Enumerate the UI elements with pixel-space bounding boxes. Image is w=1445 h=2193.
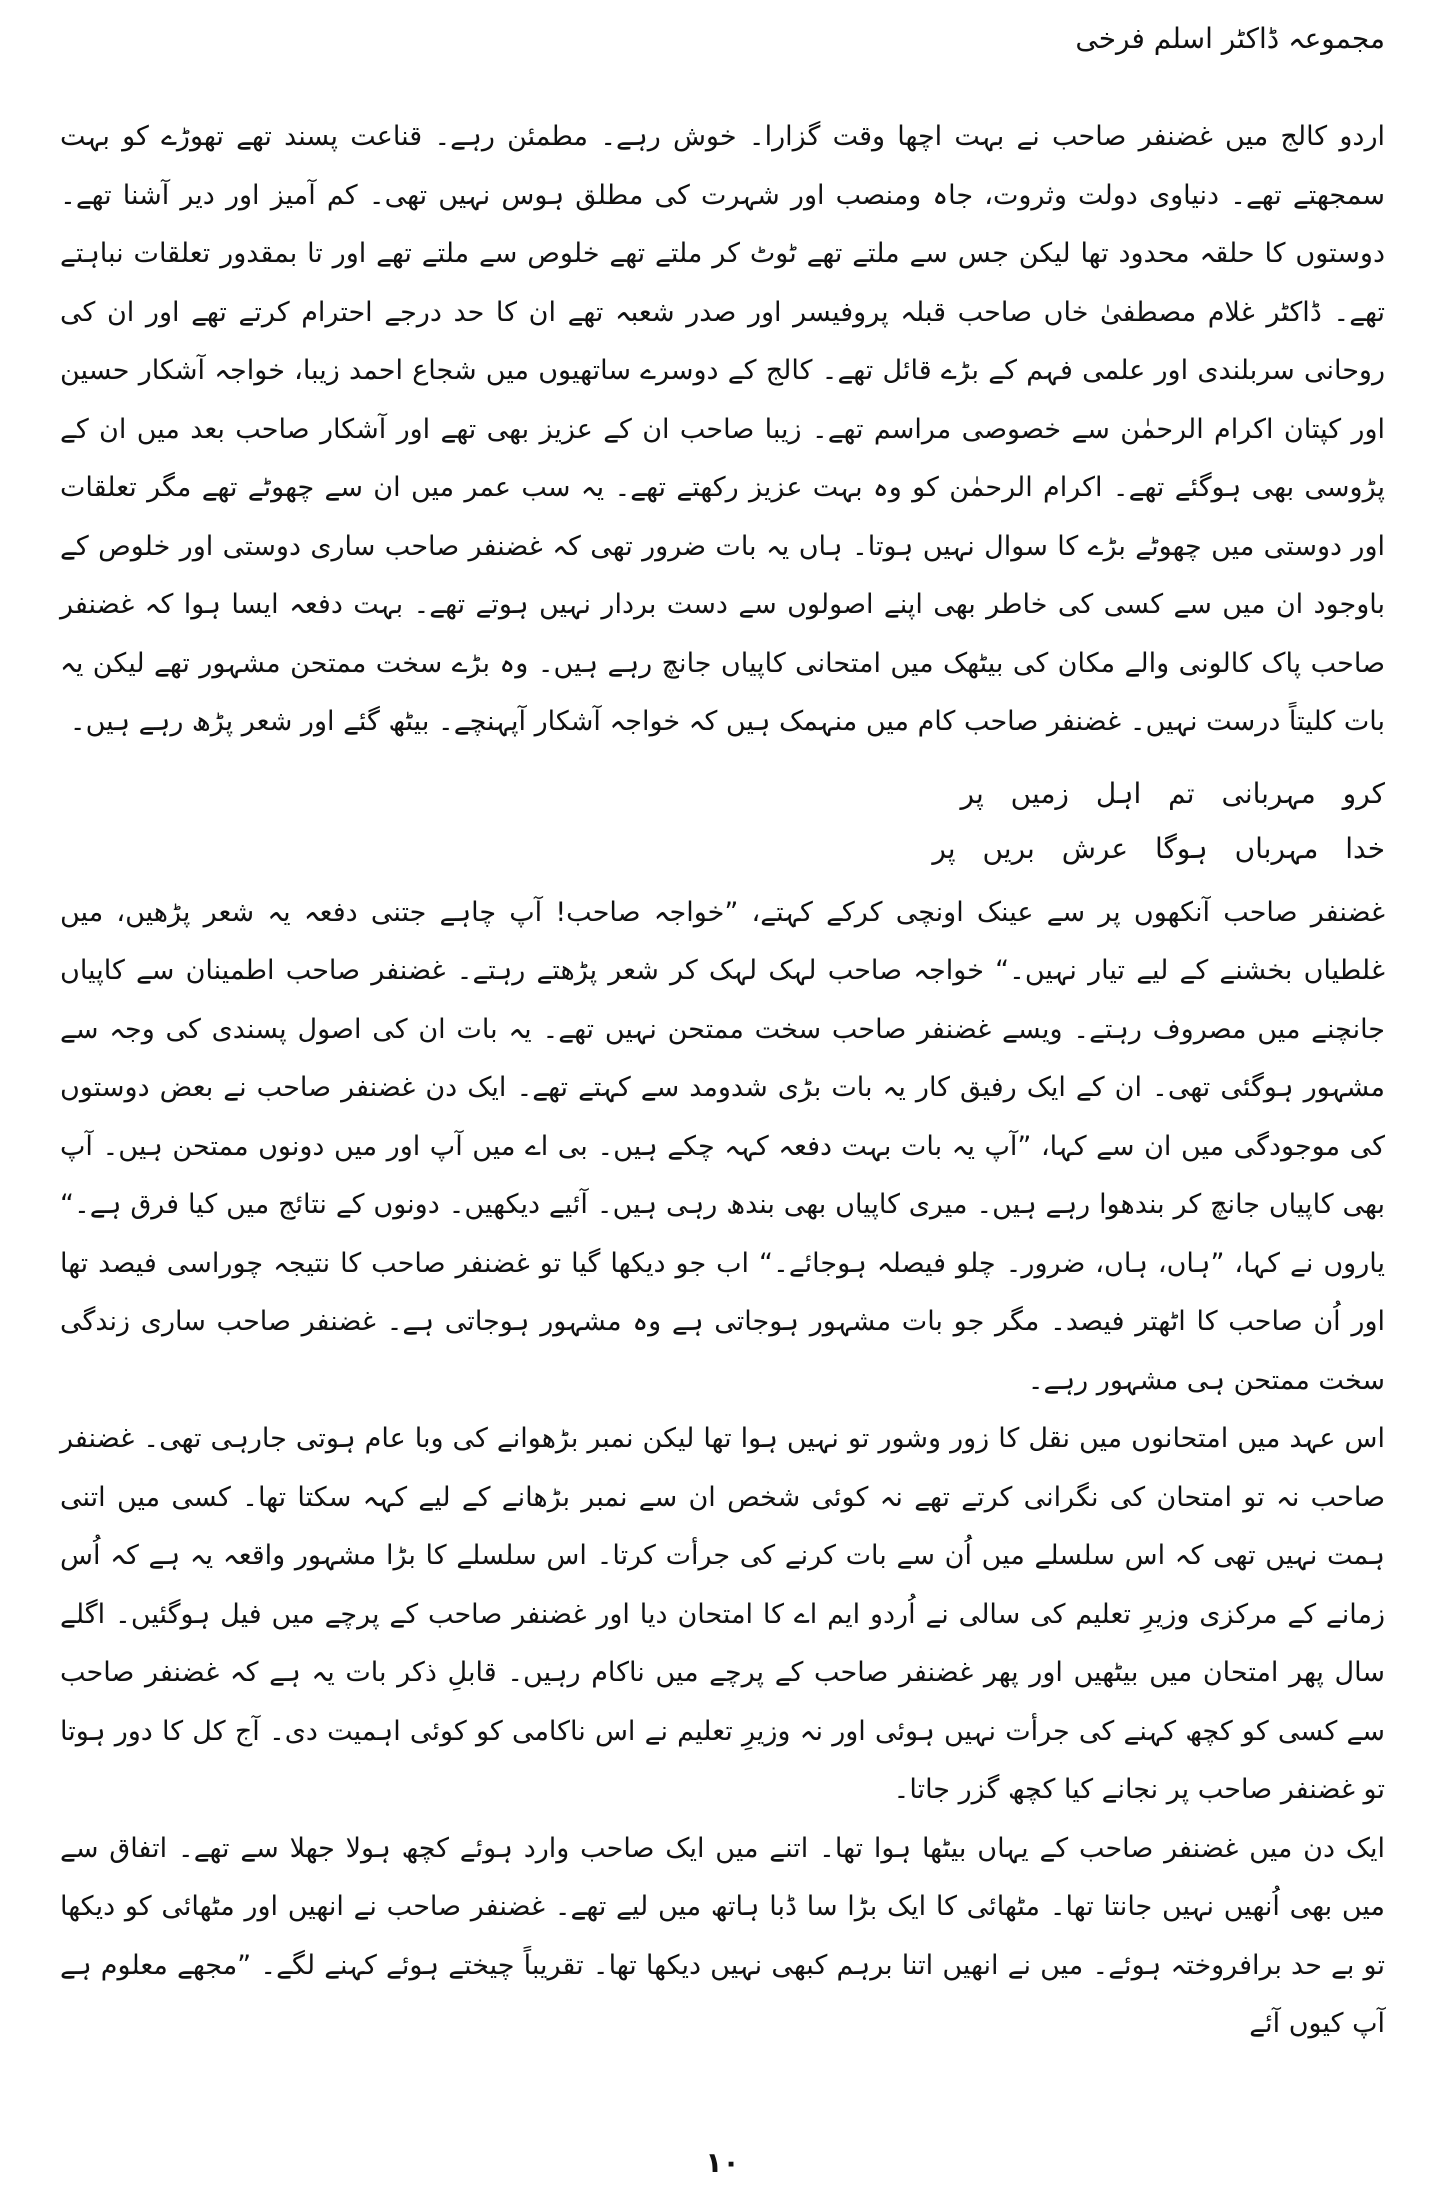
verse-line-2: خدا مہرباں ہوگا عرش بریں پر <box>932 831 1385 865</box>
paragraph: اردو کالج میں غضنفر صاحب نے بہت اچھا وقت گزارا۔ خوش رہے۔ مطمئن رہے۔ قناعت پسند تھے تھوڑے کو بہت سمجھتے تھے۔ دنیاوی دولت وثروت، جاہ ومنصب اور شہرت کی مطلق ہوس نہیں تھی۔ کم آمیز اور دیر آشنا تھے۔ دوستوں کا حلقہ محدود تھا لیکن جس سے ملتے تھے ٹوٹ کر ملتے تھے خلوص سے ملتے تھے اور تا بمقدور تعلقات نباہتے تھے۔ ڈاکٹر غلام مصطفیٰ خاں صاحب قبلہ پروفیسر اور صدر شعبہ تھے ان کا حد درجے احترام کرتے تھے اور ان کی روحانی سربلندی اور علمی فہم کے بڑے قائل تھے۔ کالج کے دوسرے ساتھیوں میں شجاع احمد زیبا، خواجہ آشکار حسین اور کپتان اکرام الرحمٰن سے خصوصی مراسم تھے۔ زیبا صاحب ان کے عزیز بھی تھے اور آشکار صاحب بعد میں ان کے پڑوسی بھی ہوگئے تھے۔ اکرام الرحمٰن کو وہ بہت عزیز رکھتے تھے۔ یہ سب عمر میں ان سے چھوٹے تھے مگر تعلقات اور دوستی میں چھوٹے بڑے کا سوال نہیں ہوتا۔ ہاں یہ بات ضرور تھی کہ غضنفر صاحب ساری دوستی اور خلوص کے باوجود ان میں سے کسی کی خاطر بھی اپنے اصولوں سے دست بردار نہیں ہوتے تھے۔ بہت دفعہ ایسا ہوا کہ غضنفر صاحب پاک کالونی والے مکان کی بیٹھک میں امتحانی کاپیاں جانچ رہے ہیں۔ وہ بڑے سخت ممتحن مشہور تھے لیکن یہ بات کلیتاً درست نہیں۔ غضنفر صاحب کام میں منہمک ہیں کہ خواجہ آشکار آپہنچے۔ بیٹھ گئے اور شعر پڑھ رہے ہیں۔ <box>60 121 1385 737</box>
page-number: ۱۰ <box>705 2146 740 2179</box>
paragraph: اس عہد میں امتحانوں میں نقل کا زور وشور تو نہیں ہوا تھا لیکن نمبر بڑھوانے کی وبا عام ہوتی جارہی تھی۔ غضنفر صاحب نہ تو امتحان کی نگرانی کرتے تھے نہ کوئی شخص ان سے نمبر بڑھانے کے لیے کہہ سکتا تھا۔ کسی میں اتنی ہمت نہیں تھی کہ اس سلسلے میں اُن سے بات کرنے کی جرأت کرتا۔ اس سلسلے کا بڑا مشہور واقعہ یہ ہے کہ اُس زمانے کے مرکزی وزیرِ تعلیم کی سالی نے اُردو ایم اے کا امتحان دیا اور غضنفر صاحب کے پرچے میں فیل ہوگئیں۔ اگلے سال پھر امتحان میں بیٹھیں اور پھر غضنفر صاحب کے پرچے میں ناکام رہیں۔ قابلِ ذکر بات یہ ہے کہ غضنفر صاحب سے کسی کو کچھ کہنے کی جرأت نہیں ہوئی اور نہ وزیرِ تعلیم نے اس ناکامی کو کوئی اہمیت دی۔ آج کل کا دور ہوتا تو غضنفر صاحب پر نجانے کیا کچھ گزر جاتا۔ <box>60 1423 1385 1805</box>
body-text <box>60 108 1385 2054</box>
paragraph: ایک دن میں غضنفر صاحب کے یہاں بیٹھا ہوا تھا۔ اتنے میں ایک صاحب وارد ہوئے کچھ ہولا جھلا سے تھے۔ اتفاق سے میں بھی اُنھیں نہیں جانتا تھا۔ مٹھائی کا ایک بڑا سا ڈبا ہاتھ میں لیے تھے۔ غضنفر صاحب نے انھیں اور مٹھائی کو دیکھا تو بے حد برافروختہ ہوئے۔ میں نے انھیں اتنا برہم کبھی نہیں دیکھا تھا۔ تقریباً چیختے ہوئے کہنے لگے۔ ”مجھے معلوم ہے آپ کیوں آئے <box>60 1832 1385 2039</box>
running-header: مجموعہ ڈاکٹر اسلم فرخی <box>1075 22 1385 55</box>
verse-couplet <box>60 766 1385 876</box>
verse-line-1: کرو مہربانی تم اہل زمیں پر <box>960 776 1385 810</box>
paragraph: غضنفر صاحب آنکھوں پر سے عینک اونچی کرکے کہتے، ”خواجہ صاحب! آپ چاہے جتنی دفعہ یہ شعر پڑھیں، میں غلطیاں بخشنے کے لیے تیار نہیں۔“ خواجہ صاحب لہک لہک کر شعر پڑھتے رہتے۔ غضنفر صاحب اطمینان سے کاپیاں جانچنے میں مصروف رہتے۔ ویسے غضنفر صاحب سخت ممتحن نہیں تھے۔ یہ بات ان کی اصول پسندی کی وجہ سے مشہور ہوگئی تھی۔ ان کے ایک رفیق کار یہ بات بڑی شدومد سے کہتے تھے۔ ایک دن غضنفر صاحب نے بعض دوستوں کی موجودگی میں ان سے کہا، ”آپ یہ بات بہت دفعہ کہہ چکے ہیں۔ بی اے میں آپ اور میں دونوں ممتحن ہیں۔ آپ بھی کاپیاں جانچ کر بندھوا رہے ہیں۔ میری کاپیاں بھی بندھ رہی ہیں۔ آئیے دیکھیں۔ دونوں کے نتائج میں کیا فرق ہے۔“ یاروں نے کہا، ”ہاں، ہاں، ضرور۔ چلو فیصلہ ہوجائے۔“ اب جو دیکھا گیا تو غضنفر صاحب کا نتیجہ چوراسی فیصد تھا اور اُن صاحب کا اٹھتر فیصد۔ مگر جو بات مشہور ہوجاتی ہے وہ مشہور ہوجاتی ہے۔ غضنفر صاحب ساری زندگی سخت ممتحن ہی مشہور رہے۔ <box>60 896 1385 1396</box>
